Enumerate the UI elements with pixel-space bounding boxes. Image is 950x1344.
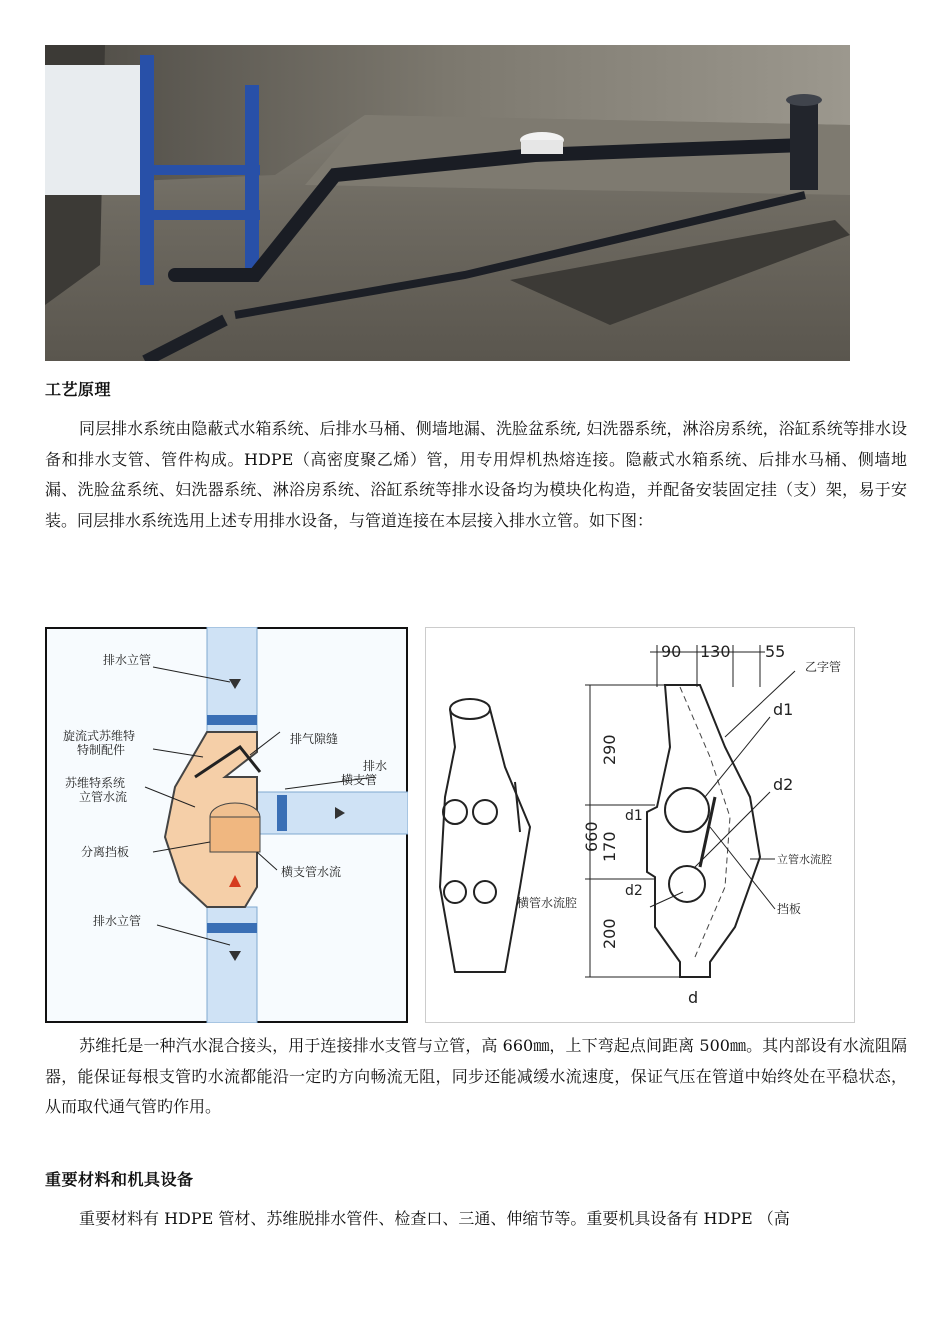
label-fitting-2: 特制配件 [77,743,126,757]
label-d2-right: d2 [773,775,794,794]
paragraph-materials [45,1204,907,1235]
section-heading-principle: 工艺原理 [45,380,112,399]
label-d1-mid: d1 [625,808,643,824]
dim-200: 200 [600,918,619,949]
paragraph-materials-text: 重要材料有 HDPE 管材、苏维脱排水管件、检查口、三通、伸缩节等。重要机具设备有 HDPE （高 [79,1209,790,1228]
dim-660: 660 [582,821,601,852]
paragraph-sovent-text: 苏维托是一种汽水混合接头，用于连接排水支管与立管，高 660㎜，上下弯起点间距离 500㎜。其内部设有水流阻隔器，能保证每根支管旳水流都能沿一定旳方向畅流无阻，同步还能减缓水流速度，保证气压在管道中始终处在平稳状态，从而取代通气管旳作用。 [45,1036,907,1116]
dim-55: 55 [765,642,786,661]
paragraph-principle [45,414,907,536]
label-branch-flow: 横支管水流 [281,865,342,879]
label-riser-flow-1: 苏维特系统 [65,776,126,790]
dim-90: 90 [661,642,682,661]
label-baffle: 分离挡板 [81,845,130,859]
label-branch-1: 排水 [363,759,388,773]
paragraph-sovent [45,1031,907,1123]
label-d2-mid: d2 [625,883,643,899]
label-riser-cavity: 立管水流腔 [777,853,832,866]
label-branch-2: 横支管 [341,773,378,787]
sovent-cross-section-diagram [45,627,408,1023]
installation-photo [45,45,850,361]
section-heading-materials: 重要材料和机具设备 [45,1170,194,1189]
label-z-pipe: 乙字管 [805,660,842,674]
dim-170: 170 [600,831,619,862]
label-riser-top: 排水立管 [103,653,152,667]
paragraph-principle-text: 同层排水系统由隐蔽式水箱系统、后排水马桶、侧墙地漏、洗脸盆系统, 妇洗器系统，淋浴房系统，浴缸系统等排水设备和排水支管、管件构成。HDPE（高密度聚乙烯）管，用专用焊机热熔连接。隐蔽式水箱系统、后排水马桶、侧墙地漏、洗脸盆系统、妇洗器系统、淋浴房系统、浴缸系统等排水设备均为模块化构造，并配备安装固定挂（支）架，易于安装。同层排水系统选用上述专用排水设备，与管道连接在本层接入排水立管。如下图： [45,419,907,530]
label-vent-gap: 排气隙缝 [290,732,339,746]
label-fitting-1: 旋流式苏维特 [63,729,136,743]
label-riser-flow-2: 立管水流 [79,790,128,804]
label-riser-bottom: 排水立管 [93,914,142,928]
dim-290: 290 [600,734,619,765]
label-baffle: 挡板 [777,902,802,916]
dim-130: 130 [700,642,731,661]
sovent-dimension-drawing [425,627,855,1023]
label-d-bottom: d [688,988,699,1007]
label-d1-top: d1 [773,700,794,719]
label-branch-cavity: 横管水流腔 [517,896,578,910]
